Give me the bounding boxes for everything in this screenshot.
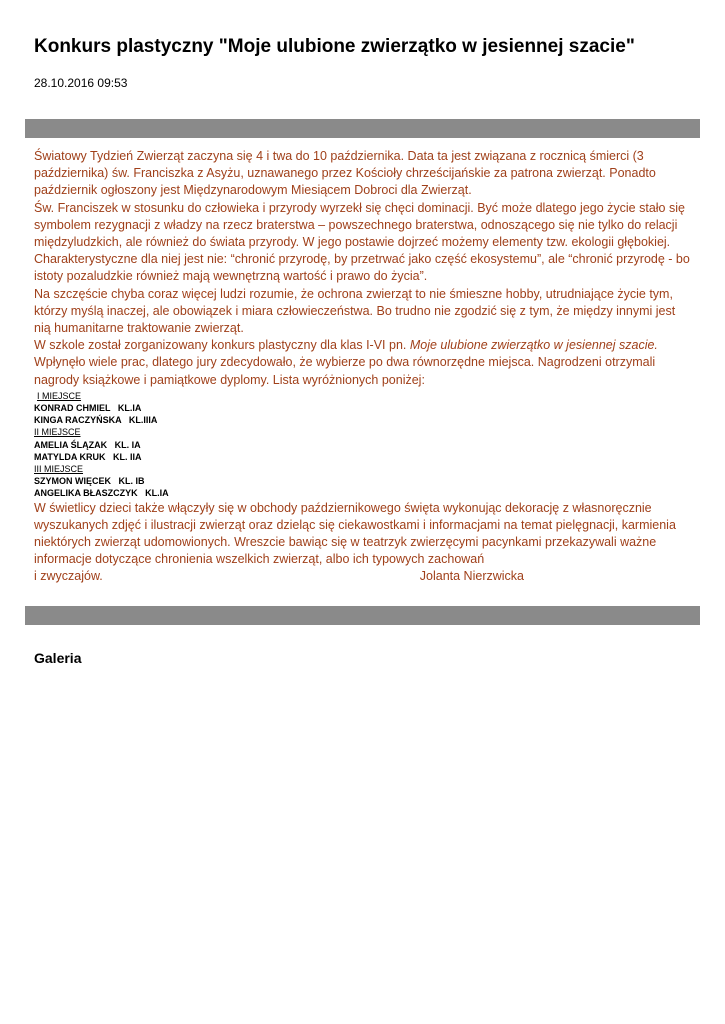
article-date: 28.10.2016 09:53 [34, 76, 128, 90]
author-signature: Jolanta Nierzwicka [419, 569, 524, 584]
paragraph-intro: Światowy Tydzień Zwierząt zaczyna się 4 i twa do 10 października. Data ta jest związana z rocznicą śmierci (3 października) św. Franciszka z Asyżu, uznawanego przez Kościoły chrześcijańskie za patrona zwierząt. Ponadto październik ogłoszony jest Międzynarodowym Miesiącem Dobroci dla Zwierząt. [34, 149, 656, 198]
paragraph-franciszek: Św. Franciszek w stosunku do człowieka i przyrody wyrzekł się chęci dominacji. Być może dlatego jego życie stało się symbolem rezygnacji z władzy na rzecz braterstwa – powszechnego braterstwa, odnoszącego się nie tylko do relacji międzyludzkich, ale również do świata przyrody. W jego postawie dojrzeć możemy elementy tzw. ekologii głębokiej. Charakterystyczne dla niej jest nie: “chronić przyrodę, by przetrwać jako część ekosystemu”, ale “chronić przyrodę - bo istoty pozaludzkie również mają wewnętrzną wartość i prawo do życia”. [34, 200, 690, 284]
winner-name: KONRAD CHMIEL KL.IA [34, 403, 142, 414]
article-body [34, 148, 694, 586]
place-heading: III MIEJSCE [34, 464, 84, 475]
place-heading: II MIEJSCE [34, 427, 81, 438]
winner-name: MATYLDA KRUK KL. IIA [34, 451, 142, 462]
paragraph-contest-result: Wpłynęło wiele prac, dlatego jury zdecydowało, że wybierze po dwa równorzędne miejsca. Nagrodzeni otrzymali nagrody książkowe i pamiątkowe dyplomy. Lista wyróżnionych poniżej: [34, 355, 656, 387]
contest-intro: W szkole został zorganizowany konkurs plastyczny dla klas I-VI pn. [34, 338, 410, 353]
results-list [34, 390, 694, 500]
contest-name: Moje ulubione zwierzątko w jesiennej szacie. [409, 338, 658, 353]
section-divider-bottom [25, 606, 700, 625]
winner-name: AMELIA ŚLĄZAK KL. IA [34, 439, 141, 450]
place-heading: I MIEJSCE [37, 390, 82, 401]
closing-end: i zwyczajów. [34, 569, 103, 584]
paragraph-contest [34, 337, 694, 354]
winner-name: SZYMON WIĘCEK KL. IB [34, 476, 145, 487]
paragraph-signoff [34, 568, 694, 585]
article-title: Konkurs plastyczny "Moje ulubione zwierzątko w jesiennej szacie" [34, 36, 635, 57]
winner-name: ANGELIKA BŁASZCZYK KL.IA [34, 488, 169, 499]
paragraph-closing: W świetlicy dzieci także włączyły się w obchody październikowego święta wykonując dekorację z własnoręcznie wyszukanych zdjęć i ilustracji zwierząt oraz dzieląc się ciekawostkami i informacjami na temat pielęgnacji, karmienia niektórych zwierząt udomowionych. Wreszcie bawiąc się w teatrzyk zwierzęcymi pacynkami przekazywali ważne informacje dotyczące chronienia wszelkich zwierząt, albo ich typowych zachowań [34, 500, 676, 567]
gallery-heading: Galeria [34, 650, 82, 666]
paragraph-protection: Na szczęście chyba coraz więcej ludzi rozumie, że ochrona zwierząt to nie śmieszne hobby, utrudniające życie tym, którzy myślą inaczej, ale obowiązek i miara człowieczeństwa. Bo trudno nie zgodzić się z tym, że między innymi jest nią humanitarne traktowanie zwierząt. [34, 286, 676, 336]
section-divider-top [25, 119, 700, 138]
winner-name: KINGA RACZYŃSKA KL.IIIA [34, 415, 158, 426]
